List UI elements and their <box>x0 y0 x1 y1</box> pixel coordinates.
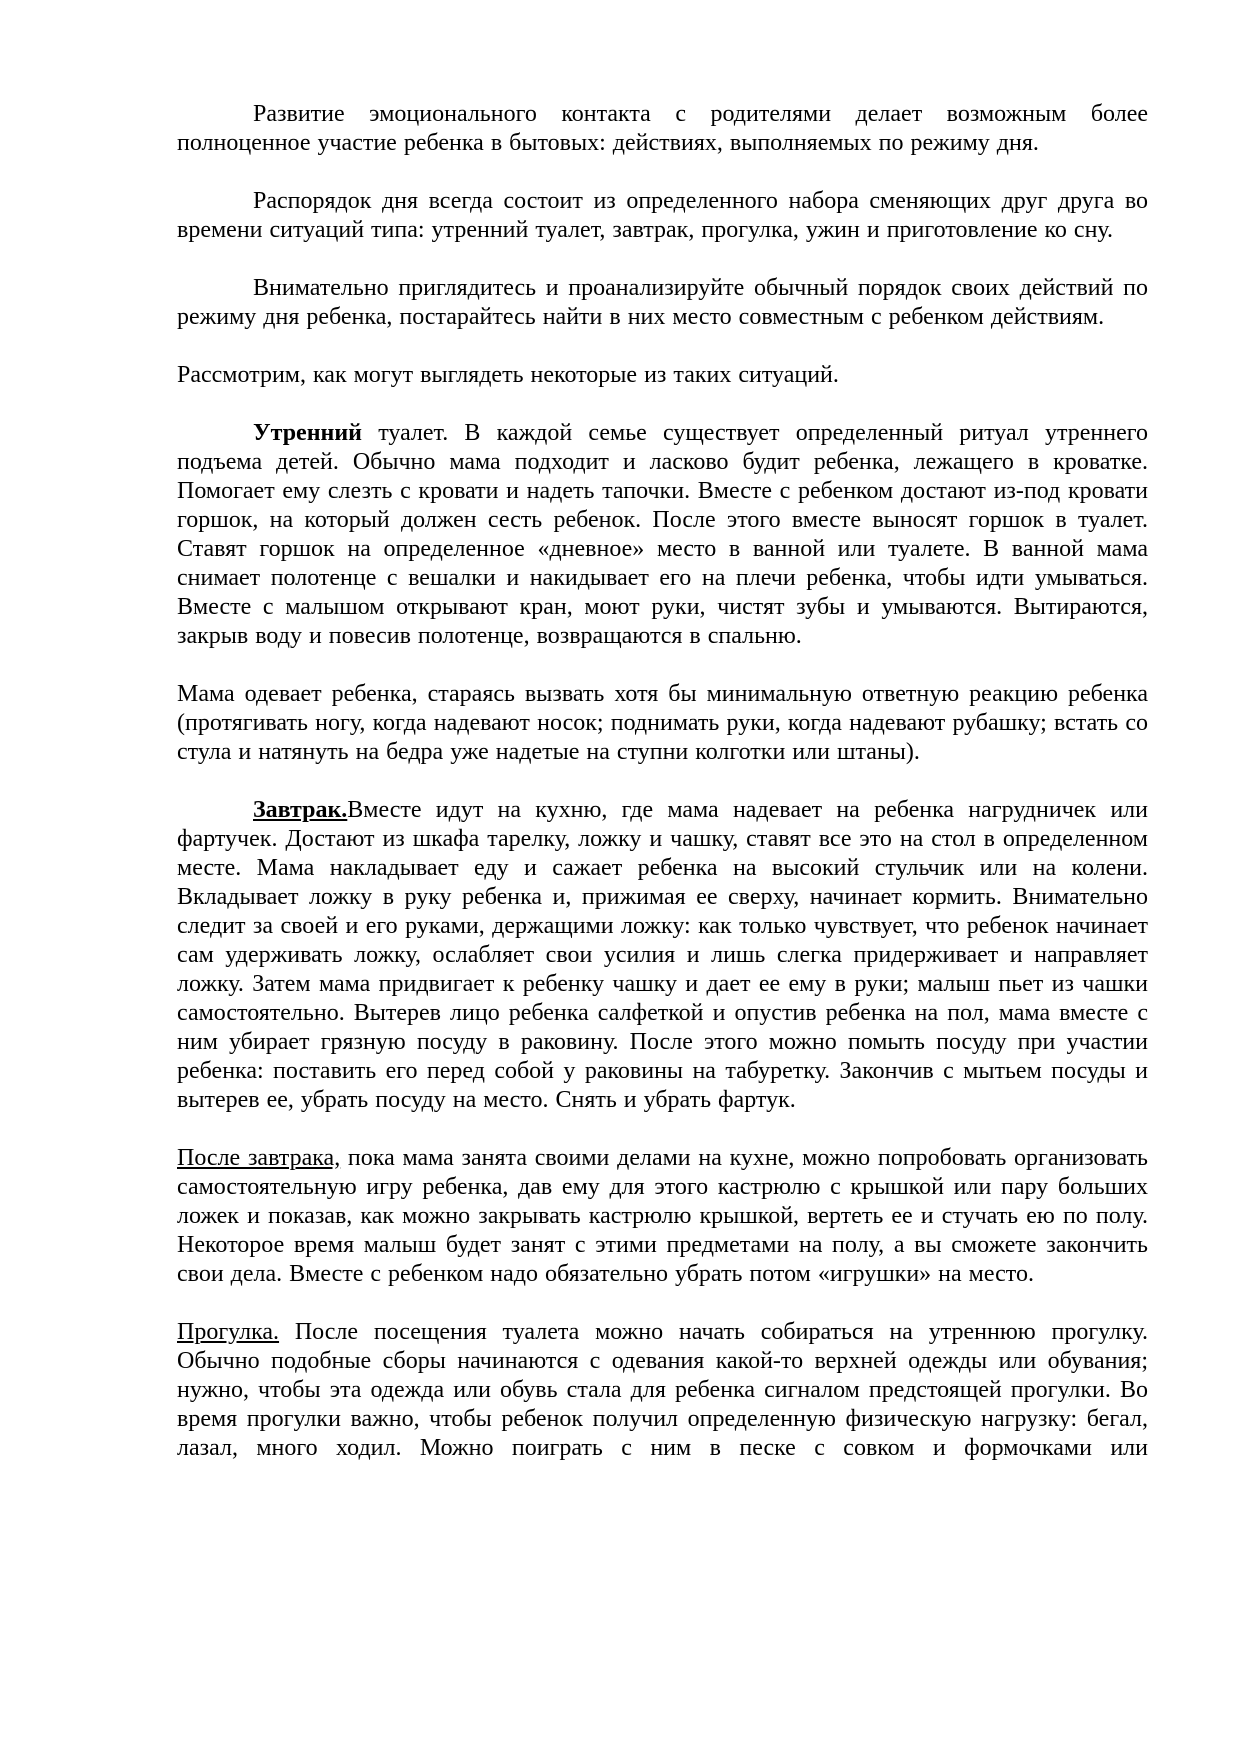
paragraph <box>177 187 1148 245</box>
text-run: После посещения туалета можно начать собираться на утреннюю прогулку. Обычно подобные сборы начинаются с одевания какой-то верхней одежды или обувания; нужно, чтобы эта одежда или обувь стала для ребенка сигналом предстоящей прогулки. Во время прогулки важно, чтобы ребенок получил определенную физическую нагрузку: бегал, лазал, много ходил. Можно поиграть с ним в песке с совком и формочками или <box>177 1319 1148 1461</box>
text-run: Вместе идут на кухню, где мама надевает на ребенка нагрудничек или фартучек. Достают из шкафа тарелку, ложку и чашку, ставят все это на стол в определенном месте. Мама накладывает еду и сажает ребенка на высокий стульчик или на колени. Вкладывает ложку в руку ребенка и, прижимая ее сверху, начинает кормить. Внимательно следит за своей и его руками, держащими ложку: как только чувствует, что ребенок начинает сам удерживать ложку, ослабляет свои усилия и лишь слегка придерживает и направляет ложку. Затем мама придвигает к ребенку чашку и дает ее ему в руки; малыш пьет из чашки самостоятельно. Вытерев лицо ребенка салфеткой и опустив ребенка на пол, мама вместе с ним убирает грязную посуду в раковину. После этого можно помыть посуду при участии ребенка: поставить его перед собой у раковины на табуретку. Закончив с мытьем посуды и вытерев ее, убрать посуду на место. Снять и убрать фартук. <box>177 797 1148 1113</box>
paragraph <box>177 680 1148 767</box>
paragraph <box>177 100 1148 158</box>
paragraph <box>177 1318 1148 1463</box>
text-run: Мама одевает ребенка, стараясь вызвать хотя бы минимальную ответную реакцию ребенка (протягивать ногу, когда надевают носок; поднимать руки, когда надевают рубашку; встать со стула и натянуть на бедра уже надетые на ступни колготки или штаны). <box>177 681 1148 765</box>
text-run: Рассмотрим, как могут выглядеть некоторые из таких ситуаций. <box>177 362 839 388</box>
text-run: Распорядок дня всегда состоит из определенного набора сменяющих друг друга во времени ситуаций типа: утренний туалет, завтрак, прогулка, ужин и приготовление ко сну. <box>177 188 1148 243</box>
text-run: Внимательно приглядитесь и проанализируйте обычный порядок своих действий по режиму дня ребенка, постарайтесь найти в них место совместным с ребенком действиям. <box>177 275 1148 330</box>
text-run: Завтрак. <box>253 797 348 823</box>
paragraph <box>177 361 1148 390</box>
document-body <box>177 100 1148 1463</box>
text-run: После завтрака, <box>177 1145 341 1171</box>
text-run: Развитие эмоционального контакта с родителями делает возможным более полноценное участие ребенка в бытовых: действиях, выполняемых по режиму дня. <box>177 101 1148 156</box>
paragraph <box>177 796 1148 1115</box>
paragraph <box>177 274 1148 332</box>
text-run: Утренний <box>253 420 363 446</box>
text-run: Прогулка. <box>177 1319 280 1345</box>
paragraph <box>177 1144 1148 1289</box>
paragraph <box>177 419 1148 651</box>
text-run: пока мама занята своими делами на кухне, можно попробовать организовать самостоятельную игру ребенка, дав ему для этого кастрюлю с крышкой или пару больших ложек и показав, как можно закрывать кастрюлю крышкой, вертеть ее и стучать ею по полу. Некоторое время малыш будет занят с этими предметами на полу, а вы сможете закончить свои дела. Вместе с ребенком надо обязательно убрать потом «игрушки» на место. <box>177 1145 1148 1287</box>
text-run: туалет. В каждой семье существует определенный ритуал утреннего подъема детей. Обычно мама подходит и ласково будит ребенка, лежащего в кроватке. Помогает ему слезть с кровати и надеть тапочки. Вместе с ребенком достают из-под кровати горшок, на который должен сесть ребенок. После этого вместе выносят горшок в туалет. Ставят горшок на определенное «дневное» место в ванной или туалете. В ванной мама снимает полотенце с вешалки и накидывает его на плечи ребенка, чтобы идти умываться. Вместе с малышом открывают кран, моют руки, чистят зубы и умываются. Вытираются, закрыв воду и повесив полотенце, возвращаются в спальню. <box>177 420 1148 649</box>
